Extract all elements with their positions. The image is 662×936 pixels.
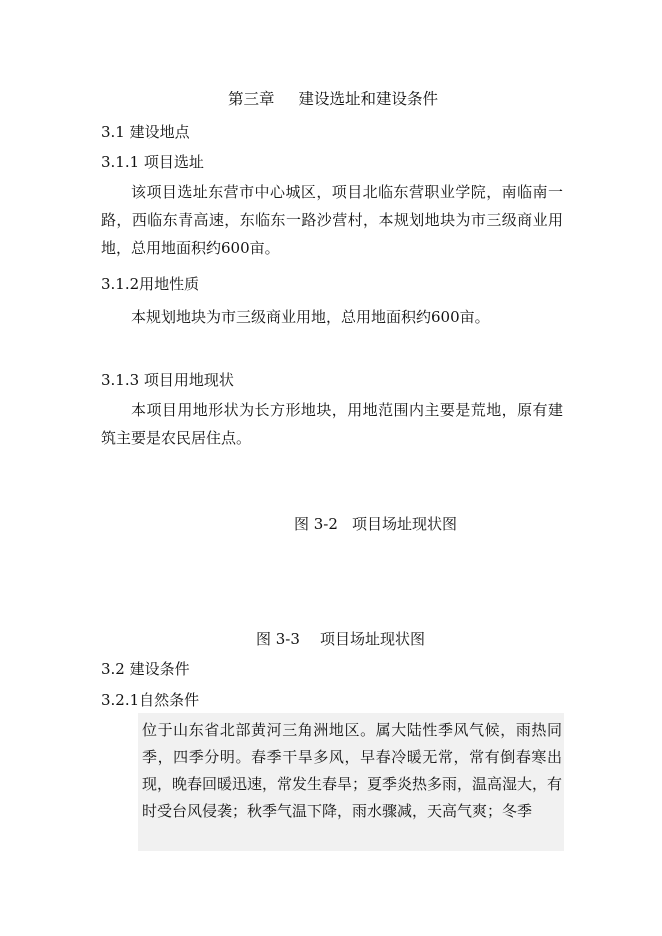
paragraph-land-status: 本项目用地形状为长方形地块，用地范围内主要是荒地，原有建筑主要是农民居住点。: [101, 401, 563, 447]
section-heading-3-1-1: 3.1.1 项目选址: [101, 153, 204, 171]
section-heading-3-1-2: 3.1.2用地性质: [101, 275, 200, 293]
figure-caption-3-2: [294, 514, 457, 534]
section-heading-3-1-3: 3.1.3 项目用地现状: [101, 371, 234, 389]
figure-caption-3-3: [256, 629, 425, 649]
figure-number: 图 3-2: [294, 515, 338, 533]
figure-title: 项目场址现状图: [351, 515, 457, 533]
figure-title: 项目场址现状图: [319, 630, 425, 648]
chapter-heading: [228, 89, 438, 109]
figure-number: 图 3-3: [256, 630, 300, 648]
section-heading-3-2-1: 3.2.1自然条件: [101, 691, 200, 709]
chapter-title: 建设选址和建设条件: [298, 90, 439, 108]
paragraph-natural-conditions: 位于山东省北部黄河三角洲地区。属大陆性季风气候，雨热同季，四季分明。春季干旱多风，早春冷暖无常，常有倒春寒出现，晚春回暖迅速，常发生春旱；夏季炎热多雨，温高湿大，有时受台风侵袭；秋季气温下降，雨水骤减，天高气爽；冬季: [142, 721, 563, 820]
section-heading-3-2: 3.2 建设条件: [101, 660, 190, 678]
paragraph-project-site: 该项目选址东营市中心城区，项目北临东营职业学院，南临南一路，西临东青高速，东临东一路沙营村，本规划地块为市三级商业用地，总用地面积约600亩。: [101, 183, 563, 257]
section-heading-3-1: 3.1 建设地点: [101, 123, 190, 141]
shaded-paragraph-block: [138, 713, 564, 851]
paragraph-land-use: 本规划地块为市三级商业用地，总用地面积约600亩。: [131, 308, 490, 326]
chapter-number: 第三章: [228, 90, 275, 108]
